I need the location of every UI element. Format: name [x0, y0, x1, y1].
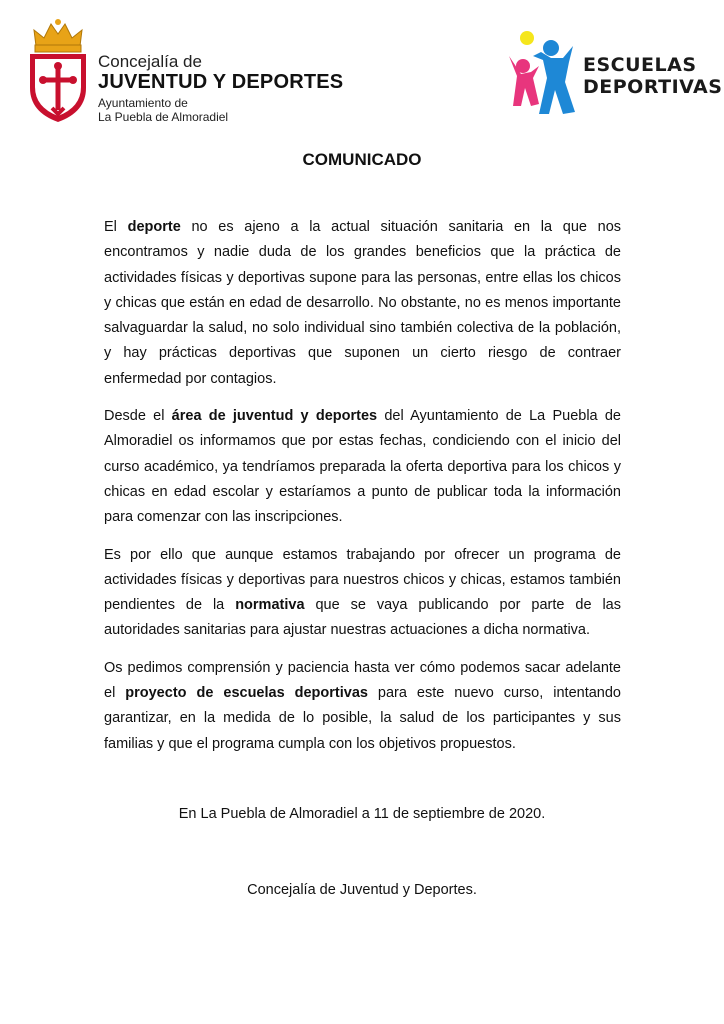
org-line-1: Concejalía de: [98, 52, 202, 71]
paragraph-1-text-c: no es ajeno a la actual situación sanitaria en la que nos encontramos y nadie duda de los grandes beneficios que la práctica de actividades físicas y deportivas supone para las personas, entre ellas los chicos y chicas que están en edad de desarrollo. No obstante, no es menos importante salvaguardar la salud, no solo individual sino también colectiva de la población, y hay prácticas deportivas que suponen un cierto riesgo de contraer enfermedad por contagios.: [104, 219, 622, 387]
document-title: COMUNICADO: [302, 150, 422, 169]
org-line-2: JUVENTUD Y DEPORTES: [98, 71, 344, 93]
paragraph-3: [104, 543, 621, 644]
paragraph-3-text-c: que se vaya publicando por parte de las autoridades sanitarias para ajustar nuestras actuaciones a dicha normativa.: [104, 597, 621, 639]
paragraph-1-bold: deporte: [127, 219, 181, 235]
paragraph-2: [104, 404, 621, 530]
paragraph-2-text-a: Desde el: [104, 408, 172, 425]
escuelas-deportivas-logo-text: [583, 54, 722, 98]
date-line: En La Puebla de Almoradiel a 11 de septiembre de 2020.: [178, 806, 546, 822]
paragraph-4-bold: proyecto de escuelas deportivas: [125, 685, 368, 702]
org-line-4: La Puebla de Almoradiel: [98, 110, 229, 124]
coat-of-arms-icon: [24, 16, 92, 126]
paragraph-1-text-a: El: [104, 219, 128, 235]
paragraph-4-text-a: Os pedimos comprensión y paciencia hasta ver cómo podemos sacar adelante el: [104, 659, 621, 702]
escuelas-logo-line-1: ESCUELAS: [583, 54, 697, 76]
paragraph-2-bold: área de juventud y deportes: [171, 408, 378, 425]
escuelas-logo-line-2: DEPORTIVAS: [583, 76, 723, 98]
org-line-3: Ayuntamiento de: [98, 96, 188, 110]
paragraph-4-text-c: para este nuevo curso, intentando garantizar, en la medida de lo posible, la salud de los participantes y sus familias y que el programa cumpla con los objetivos propuestos.: [104, 685, 621, 752]
paragraph-2-text-c: del Ayuntamiento de La Puebla de Almoradiel os informamos que por estas fechas, condiciendo con el inicio del curso académico, ya tendríamos preparada la oferta deportiva para los chicos y chicas en edad escolar y estaríamos a punto de publicar toda la información para comenzar con las inscripciones.: [104, 408, 621, 526]
document-body: [104, 215, 621, 769]
paragraph-3-bold: normativa: [235, 597, 305, 614]
signature: Concejalía de Juventud y Deportes.: [247, 882, 477, 898]
organization-name: [98, 52, 343, 124]
document-header: [0, 0, 724, 135]
paragraph-4: [104, 656, 621, 757]
paragraph-3-text-a: Es por ello que aunque estamos trabajando por ofrecer un programa de actividades físicas y deportivas para nuestros chicos y chicas, estamos también pendientes de la: [104, 546, 621, 614]
paragraph-1: [104, 215, 621, 392]
